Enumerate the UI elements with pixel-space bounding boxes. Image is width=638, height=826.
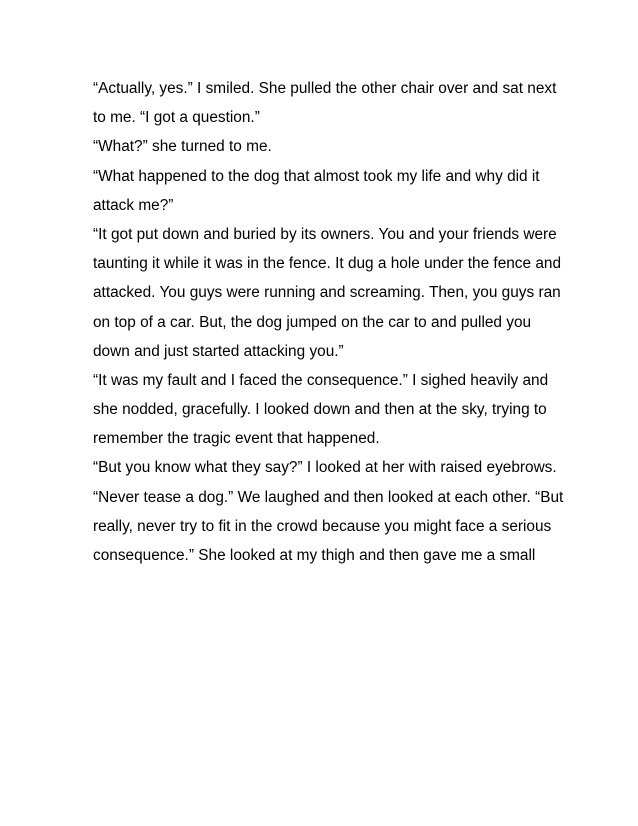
text-line: she nodded, gracefully. I looked down and then at the sky, trying to xyxy=(93,401,547,419)
text-line: “It was my fault and I faced the consequence.” I sighed heavily and xyxy=(93,371,549,389)
text-line: “Actually, yes.” I smiled. She pulled the other chair over and sat next xyxy=(93,80,557,97)
text-line: “What?” she turned to me. xyxy=(93,138,272,156)
text-line: taunting it while it was in the fence. It dug a hole under the fence and xyxy=(93,255,562,273)
text-line: “It got put down and buried by its owners. You and your friends were xyxy=(93,225,557,243)
text-line: attack me?” xyxy=(93,196,174,214)
text-line: really, never try to fit in the crowd because you might face a serious xyxy=(93,517,552,535)
text-line: consequence.” She looked at my thigh and then gave me a small xyxy=(93,547,536,564)
text-line: to me. “I got a question.” xyxy=(93,109,260,127)
body-text xyxy=(93,74,564,570)
text-line: remember the tragic event that happened. xyxy=(93,430,380,448)
text-line: “What happened to the dog that almost took my life and why did it xyxy=(93,167,540,185)
text-line: “But you know what they say?” I looked at her with raised eyebrows. xyxy=(93,459,557,477)
text-line: attacked. You guys were running and screaming. Then, you guys ran xyxy=(93,284,561,302)
text-line: down and just started attacking you.” xyxy=(93,342,344,360)
text-line: “Never tease a dog.” We laughed and then looked at each other. “But xyxy=(93,488,564,506)
text-line: on top of a car. But, the dog jumped on the car to and pulled you xyxy=(93,313,532,331)
